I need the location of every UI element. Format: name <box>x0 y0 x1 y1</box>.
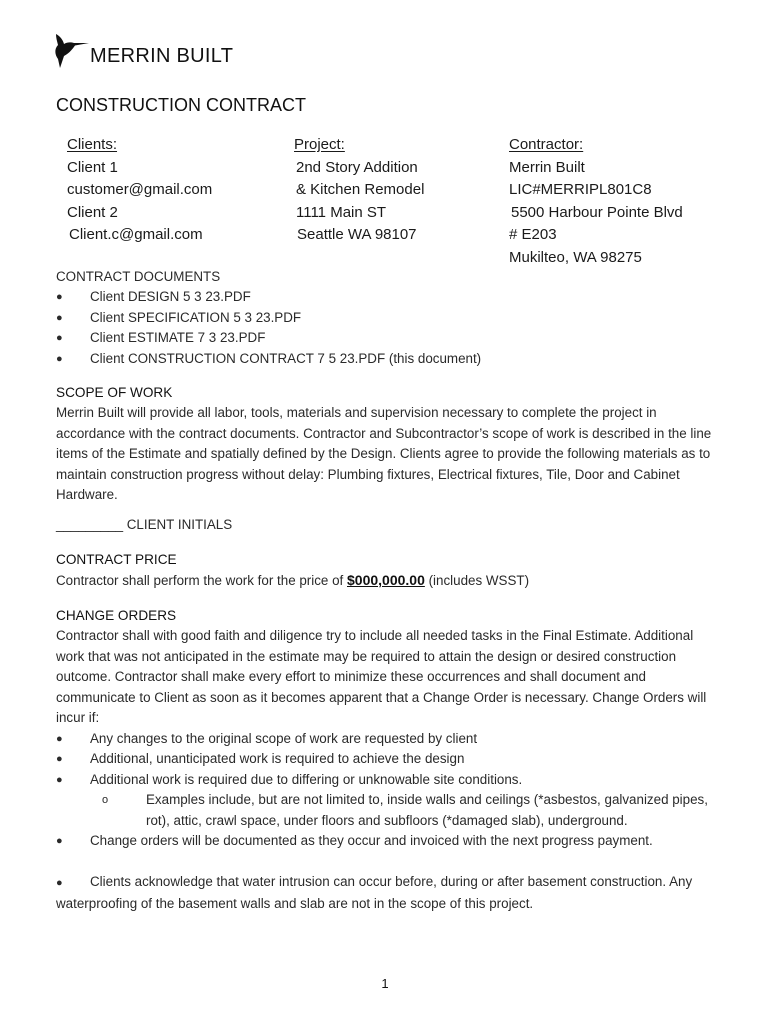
price-amount: $000,000.00 <box>347 572 425 588</box>
clients-column <box>67 134 212 247</box>
project-line-1: 2nd Story Addition <box>296 158 418 176</box>
contract-documents-heading: CONTRACT DOCUMENTS <box>56 269 221 284</box>
change-order-final <box>56 831 716 852</box>
bullet-icon: ● <box>56 835 63 847</box>
bullet-icon: ● <box>56 732 63 745</box>
client-email-2: Client.c@gmail.com <box>69 226 203 243</box>
clients-heading: Clients: <box>67 136 118 153</box>
sub-list-item <box>56 790 716 831</box>
document-name: Client CONSTRUCTION CONTRACT 7 5 23.PDF (this document) <box>90 350 482 366</box>
contractor-license: LIC#MERRIPL801C8 <box>509 181 652 198</box>
examples-text: Examples include, but are not limited to, inside walls and ceilings (*asbestos, galvanized pipes, rot), attic, crawl space, under floors and subfloors (*damaged slab), underground. <box>146 792 708 828</box>
page-number: 1 <box>381 976 389 991</box>
change-orders-section <box>56 606 716 852</box>
condition-text: Any changes to the original scope of work are requested by client <box>90 730 478 746</box>
price-line <box>56 570 716 592</box>
document-item <box>56 349 716 369</box>
brand-logo <box>52 26 233 72</box>
contractor-suite: # E203 <box>509 226 557 243</box>
document-name: Client ESTIMATE 7 3 23.PDF <box>90 330 266 346</box>
hummingbird-logo-icon <box>52 28 90 72</box>
contractor-column <box>509 134 683 269</box>
contractor-heading: Contractor: <box>509 136 584 153</box>
contract-title: CONSTRUCTION CONTRACT <box>56 95 306 115</box>
change-orders-body: Contractor shall with good faith and diligence try to include all needed tasks in the Final Estimate. Additional work that was not anticipated in the estimate may be required to attain the design or desired construction outcome. Contractor shall make every effort to minimize these occurrences and shall document and communicate to Client as soon as it becomes apparent that a Change Order is necessary. Change Orders will incur if: <box>56 628 707 725</box>
document-name: Client DESIGN 5 3 23.PDF <box>90 289 251 305</box>
bullet-icon: ● <box>56 311 63 324</box>
project-address: 1111 Main ST <box>296 203 387 221</box>
document-name: Client SPECIFICATION 5 3 23.PDF <box>90 309 302 325</box>
price-heading: CONTRACT PRICE <box>56 552 177 567</box>
contract-price-section <box>56 550 716 592</box>
project-heading: Project: <box>294 136 345 153</box>
list-item <box>56 749 716 770</box>
bullet-icon: ● <box>56 332 63 345</box>
list-item <box>56 831 716 852</box>
contractor-name: Merrin Built <box>509 158 585 176</box>
contractor-street: 5500 Harbour Pointe Blvd <box>511 203 683 221</box>
price-prefix: Contractor shall perform the work for the price of <box>56 573 347 588</box>
scope-heading: SCOPE OF WORK <box>56 385 173 400</box>
client-email-1: customer@gmail.com <box>67 181 213 198</box>
project-line-2: & Kitchen Remodel <box>296 181 425 198</box>
circle-bullet-icon: o <box>102 794 109 806</box>
bullet-icon: ● <box>56 352 63 365</box>
list-item <box>56 770 716 791</box>
document-item <box>56 287 716 307</box>
bullet-icon: ● <box>56 291 63 304</box>
brand-name: MERRIN BUILT <box>90 45 234 67</box>
contractor-city: Mukilteo, WA 98275 <box>509 248 642 266</box>
price-suffix: (includes WSST) <box>424 573 530 588</box>
document-item <box>56 328 716 348</box>
scope-of-work-section <box>56 383 716 506</box>
bullet-icon: ● <box>56 877 63 889</box>
condition-text: Additional work is required due to differing or unknowable site conditions. <box>90 771 523 787</box>
project-city: Seattle WA 98107 <box>297 226 417 243</box>
invoice-text: Change orders will be documented as they occur and invoiced with the next progress payment. <box>90 833 653 848</box>
project-column <box>294 134 424 247</box>
change-order-conditions <box>56 729 716 791</box>
bullet-icon: ● <box>56 773 63 786</box>
water-intrusion-notice <box>56 872 716 914</box>
client-name-2: Client 2 <box>67 203 118 221</box>
client-initials-line: _________ CLIENT INITIALS <box>56 517 233 532</box>
contract-documents-section <box>56 267 716 369</box>
client-name-1: Client 1 <box>67 158 118 176</box>
bullet-icon: ● <box>56 753 63 765</box>
change-orders-heading: CHANGE ORDERS <box>56 608 177 623</box>
water-text: Clients acknowledge that water intrusion can occur before, during or after basement construction. Any waterproofing of the basement walls and slab are not in the scope of this project. <box>56 874 693 911</box>
document-item <box>56 308 716 328</box>
condition-text: Additional, unanticipated work is required to achieve the design <box>90 751 465 766</box>
list-item <box>56 729 716 750</box>
scope-body: Merrin Built will provide all labor, tools, materials and supervision necessary to complete the project in accordance with the contract documents. Contractor and Subcontractor’s scope of work is described in the line items of the Estimate and spatially defined by the Design. Clients agree to provide the following materials as to maintain construction progress without delay: Plumbing fixtures, Electrical fixtures, Tile, Door and Cabinet Hardware. <box>56 405 712 502</box>
